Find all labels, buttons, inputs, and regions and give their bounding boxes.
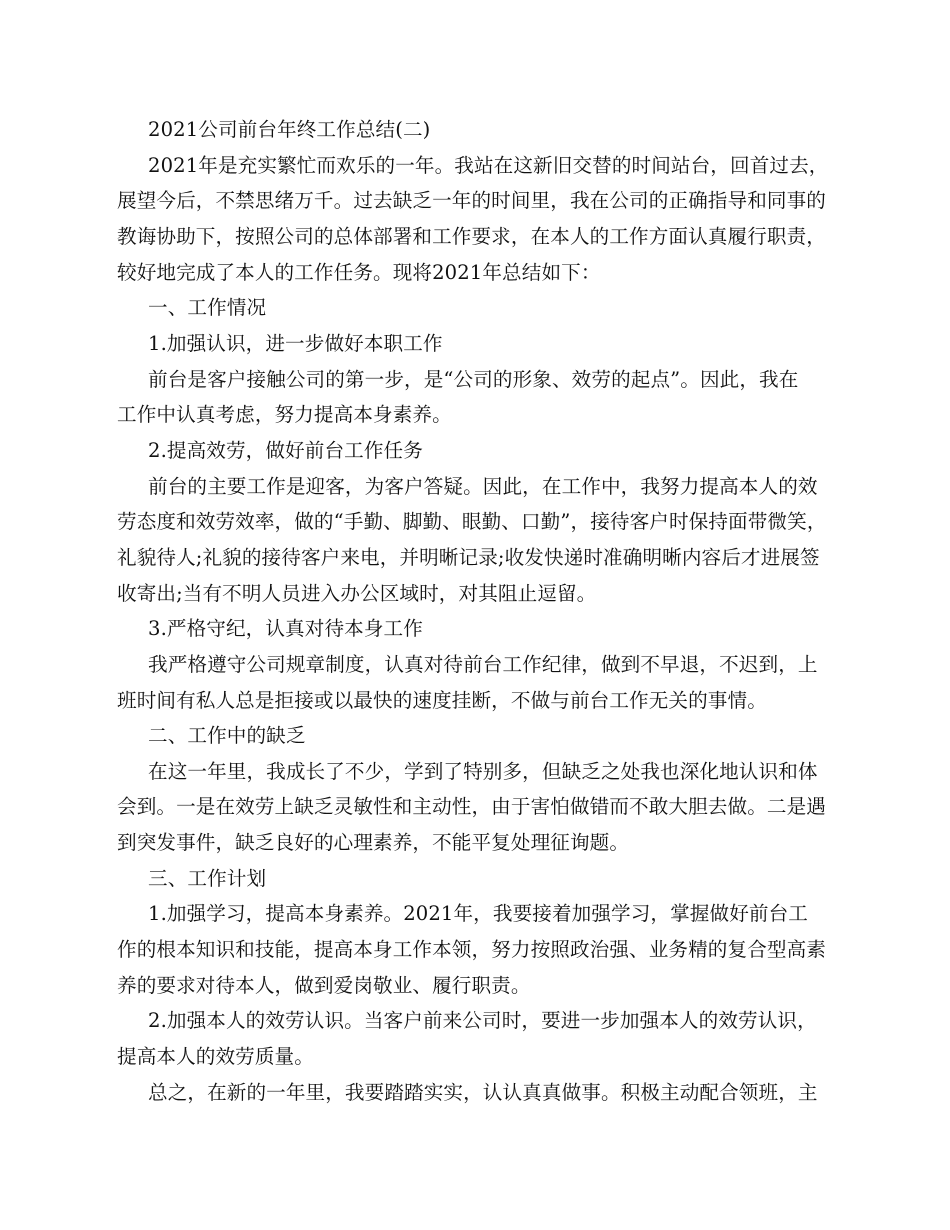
paragraph-line: 作的根本知识和技能，提高本身工作本领，努力按照政治强、业务精的复合型高素: [117, 938, 826, 962]
paragraph-line: 礼貌待人;礼貌的接待客户来电，并明晰记录;收发快递时准确明晰内容后才进展签: [117, 545, 820, 569]
paragraph: [117, 1003, 839, 1074]
paragraph-line: 到突发事件，缺乏良好的心理素养，不能平复处理征询题。: [117, 831, 630, 855]
paragraph: [117, 1075, 839, 1111]
paragraph: [117, 611, 839, 647]
paragraph: [117, 896, 839, 1003]
paragraph-line: 养的要求对待本人，做到爱岗敬业、履行职责。: [117, 973, 531, 997]
paragraph: [117, 362, 839, 433]
paragraph-line: 总之，在新的一年里，我要踏踏实实，认认真真做事。积极主动配合领班，主: [148, 1080, 818, 1104]
paragraph: [117, 718, 839, 754]
paragraph: [117, 326, 839, 362]
paragraph-line: 展望今后，不禁思绪万千。过去缺乏一年的时间里，我在公司的正确指导和同事的: [117, 189, 826, 213]
paragraph-line: 我严格遵守公司规章制度，认真对待前台工作纪律，做到不早退，不迟到，上: [148, 652, 818, 676]
paragraph: [117, 647, 839, 718]
paragraph-line: 1.加强认识，进一步做好本职工作: [148, 331, 443, 355]
paragraph-line: 2021年是充实繁忙而欢乐的一年。我站在这新旧交替的时间站台，回首过去，: [148, 153, 829, 177]
paragraph-line: 提高本人的效劳质量。: [117, 1045, 314, 1069]
paragraph: [117, 861, 839, 897]
paragraph-line: 2.提高效劳，做好前台工作任务: [148, 438, 423, 462]
paragraph-line: 班时间有私人总是拒接或以最快的速度挂断，不做与前台工作无关的事情。: [117, 688, 767, 712]
paragraph-line: 2.加强本人的效劳认识。当客户前来公司时，要进一步加强本人的效劳认识，: [148, 1009, 817, 1033]
paragraph: [117, 148, 839, 291]
paragraph: [117, 754, 839, 861]
paragraph-line: 前台是客户接触公司的第一步，是“公司的形象、效劳的起点”。因此，我在: [148, 367, 799, 391]
paragraph-line: 一、工作情况: [148, 296, 267, 320]
paragraph-line: 教诲协助下，按照公司的总体部署和工作要求，在本人的工作方面认真履行职责，: [117, 224, 826, 248]
document-body: [117, 112, 839, 1110]
paragraph-line: 三、工作计划: [148, 866, 267, 890]
paragraph-line: 3.严格守纪，认真对待本身工作: [148, 617, 423, 641]
paragraph: [117, 433, 839, 469]
paragraph-line: 收寄出;当有不明人员进入办公区域时，对其阻止逗留。: [117, 581, 597, 605]
paragraph-line: 工作中认真考虑，努力提高本身素养。: [117, 403, 452, 427]
paragraph-line: 会到。一是在效劳上缺乏灵敏性和主动性，由于害怕做错而不敢大胆去做。二是遇: [117, 795, 826, 819]
paragraph-line: 劳态度和效劳效率，做的“手勤、脚勤、眼勤、口勤”，接待客户时保持面带微笑，: [117, 510, 827, 534]
paragraph-line: 较好地完成了本人的工作任务。现将2021年总结如下：: [117, 260, 601, 284]
document-title: 2021公司前台年终工作总结(二): [148, 118, 431, 141]
paragraph-line: 1.加强学习，提高本身素养。2021年，我要接着加强学习，掌握做好前台工: [148, 902, 808, 926]
paragraph: [117, 469, 839, 612]
paragraph-line: 在这一年里，我成长了不少，学到了特别多，但缺乏之处我也深化地认识和体: [148, 759, 818, 783]
paragraph-line: 前台的主要工作是迎客，为客户答疑。因此，在工作中，我努力提高本人的效: [148, 474, 818, 498]
paragraph-line: 二、工作中的缺乏: [148, 724, 306, 748]
paragraph: [117, 290, 839, 326]
